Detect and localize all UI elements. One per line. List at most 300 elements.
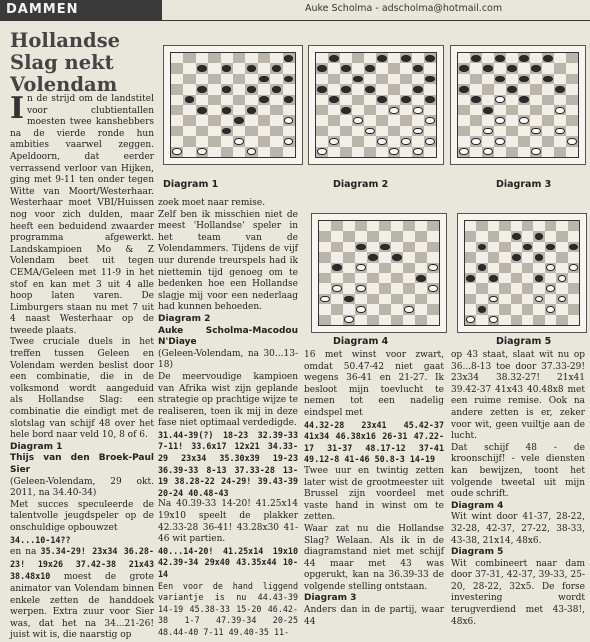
- dark-square: [511, 294, 522, 304]
- masthead: [0, 0, 590, 21]
- dark-square: [352, 95, 364, 105]
- dark-square: [388, 126, 400, 136]
- light-square: [283, 105, 295, 115]
- dark-square: [245, 84, 257, 94]
- board-grid: [464, 220, 580, 326]
- black-piece: [247, 86, 256, 93]
- light-square: [556, 283, 567, 293]
- light-square: [331, 273, 343, 283]
- dark-square: [542, 115, 554, 125]
- light-square: [566, 147, 578, 157]
- light-square: [352, 126, 364, 136]
- dark-square: [412, 147, 424, 157]
- white-piece: [569, 264, 578, 271]
- dark-square: [258, 136, 270, 146]
- dark-square: [458, 126, 470, 136]
- light-square: [511, 242, 522, 252]
- dark-square: [530, 126, 542, 136]
- dark-square: [568, 304, 579, 314]
- dark-square: [245, 147, 257, 157]
- dark-square: [522, 304, 533, 314]
- dark-square: [352, 74, 364, 84]
- white-piece: [546, 306, 555, 313]
- dark-square: [331, 304, 343, 314]
- dark-square: [511, 315, 522, 325]
- light-square: [208, 147, 220, 157]
- light-square: [352, 147, 364, 157]
- dark-square: [542, 136, 554, 146]
- dark-square: [379, 304, 391, 314]
- dark-square: [476, 283, 487, 293]
- black-piece: [569, 244, 578, 251]
- light-square: [412, 115, 424, 125]
- light-square: [379, 294, 391, 304]
- black-piece: [222, 128, 231, 135]
- light-square: [566, 84, 578, 94]
- dark-square: [391, 294, 403, 304]
- light-square: [458, 74, 470, 84]
- dark-square: [328, 115, 340, 125]
- dark-square: [499, 242, 510, 252]
- dark-square: [518, 74, 530, 84]
- light-square: [331, 231, 343, 241]
- light-square: [233, 147, 245, 157]
- dark-square: [376, 136, 388, 146]
- dark-square: [506, 126, 518, 136]
- dark-square: [364, 84, 376, 94]
- dark-square: [476, 221, 487, 231]
- game-2-meta: (Geleen-Volendam, na 30...13-18): [158, 348, 298, 371]
- light-square: [208, 105, 220, 115]
- black-piece: [222, 65, 231, 72]
- dark-square: [470, 53, 482, 63]
- dark-square: [245, 63, 257, 73]
- white-piece: [546, 285, 555, 292]
- light-square: [183, 147, 195, 157]
- light-square: [316, 136, 328, 146]
- light-square: [568, 315, 579, 325]
- black-piece: [317, 65, 326, 72]
- white-piece: [428, 285, 437, 292]
- dark-square: [379, 283, 391, 293]
- black-piece: [416, 275, 425, 282]
- white-piece: [558, 275, 567, 282]
- light-square: [533, 242, 544, 252]
- paragraph: De meervoudige kampioen van Afrika wist zijn geplande strategie op prachtige wijze te realiseren, toen ik mij in deze fase niet optimaal verdedigde.: [158, 371, 298, 429]
- white-piece: [459, 148, 468, 155]
- light-square: [283, 84, 295, 94]
- light-square: [171, 95, 183, 105]
- black-piece: [466, 275, 475, 282]
- dark-square: [400, 74, 412, 84]
- light-square: [511, 221, 522, 231]
- black-piece: [392, 254, 401, 261]
- light-square: [316, 53, 328, 63]
- light-square: [522, 252, 533, 262]
- light-square: [364, 136, 376, 146]
- diagram-caption: Diagram 3: [496, 179, 552, 190]
- black-piece: [284, 96, 293, 103]
- light-square: [554, 74, 566, 84]
- dark-square: [328, 136, 340, 146]
- light-square: [415, 304, 427, 314]
- light-square: [403, 294, 415, 304]
- light-square: [530, 74, 542, 84]
- dark-square: [196, 126, 208, 136]
- dark-square: [427, 283, 439, 293]
- light-square: [183, 63, 195, 73]
- light-square: [424, 63, 436, 73]
- white-piece: [404, 306, 413, 313]
- dark-square: [482, 126, 494, 136]
- light-square: [352, 84, 364, 94]
- light-square: [424, 84, 436, 94]
- light-square: [499, 273, 510, 283]
- light-square: [470, 105, 482, 115]
- dark-square: [364, 63, 376, 73]
- light-square: [367, 283, 379, 293]
- dark-square: [391, 315, 403, 325]
- dark-square: [319, 231, 331, 241]
- light-square: [494, 84, 506, 94]
- dark-square: [542, 95, 554, 105]
- light-square: [283, 126, 295, 136]
- dark-square: [283, 95, 295, 105]
- board-grid: [170, 52, 296, 158]
- dark-square: [221, 105, 233, 115]
- dark-square: [331, 221, 343, 231]
- dark-square: [499, 304, 510, 314]
- light-square: [533, 221, 544, 231]
- dark-square: [364, 126, 376, 136]
- dark-square: [319, 252, 331, 262]
- dark-square: [283, 115, 295, 125]
- white-piece: [567, 138, 576, 145]
- black-piece: [222, 107, 231, 114]
- black-piece: [531, 65, 540, 72]
- light-square: [331, 252, 343, 262]
- white-piece: [558, 296, 567, 303]
- dark-square: [403, 283, 415, 293]
- white-piece: [489, 296, 498, 303]
- dark-square: [233, 136, 245, 146]
- dark-square: [403, 304, 415, 314]
- light-square: [427, 231, 439, 241]
- dark-square: [533, 294, 544, 304]
- black-piece: [471, 55, 480, 62]
- dark-square: [554, 84, 566, 94]
- light-square: [506, 53, 518, 63]
- light-square: [388, 53, 400, 63]
- dark-square: [270, 84, 282, 94]
- diagram-4-heading: Diagram 4: [451, 500, 504, 511]
- dark-square: [545, 242, 556, 252]
- dark-square: [522, 242, 533, 252]
- paragraph: Na 40.39-33 14-20! 41.25x14 19x10 speelt de plakker 42.33-28 36-41! 43.28x30 41-46 wit partien.: [158, 499, 298, 545]
- light-square: [458, 115, 470, 125]
- light-square: [196, 74, 208, 84]
- light-square: [221, 115, 233, 125]
- column-1: [10, 91, 154, 642]
- dark-square: [376, 74, 388, 84]
- dark-square: [470, 115, 482, 125]
- black-piece: [523, 244, 532, 251]
- black-piece: [401, 55, 410, 62]
- black-piece: [329, 55, 338, 62]
- dark-square: [415, 273, 427, 283]
- light-square: [465, 242, 476, 252]
- white-piece: [425, 138, 434, 145]
- light-square: [568, 252, 579, 262]
- light-square: [566, 105, 578, 115]
- paragraph: Een voor de hand liggend variantje is nu 44.43-39 14-19 45.38-33 15-20 46.42-38 1-7 47.39-34 20-25 48.44-40 7-11 49.40-35 11-: [158, 580, 298, 637]
- dark-square: [518, 136, 530, 146]
- light-square: [355, 294, 367, 304]
- white-piece: [413, 148, 422, 155]
- white-piece: [495, 117, 504, 124]
- light-square: [319, 263, 331, 273]
- column-2: [158, 198, 298, 639]
- light-square: [379, 273, 391, 283]
- light-square: [506, 136, 518, 146]
- light-square: [352, 63, 364, 73]
- light-square: [566, 63, 578, 73]
- white-piece: [365, 128, 374, 135]
- light-square: [221, 53, 233, 63]
- light-square: [340, 53, 352, 63]
- dark-square: [506, 147, 518, 157]
- dark-square: [171, 126, 183, 136]
- dark-square: [379, 263, 391, 273]
- dark-square: [412, 63, 424, 73]
- dark-square: [183, 136, 195, 146]
- light-square: [458, 53, 470, 63]
- dark-square: [424, 95, 436, 105]
- moves: 44.32-28 23x41 45.42-37 41x34 46.38x16 26-31 47.22-17 31-37 48.17-12 37-41 49.12-8 41-46 50.8-3 14-19: [304, 419, 444, 465]
- dark-square: [465, 294, 476, 304]
- black-piece: [317, 86, 326, 93]
- dark-square: [403, 263, 415, 273]
- white-piece: [234, 138, 243, 145]
- light-square: [258, 84, 270, 94]
- light-square: [364, 115, 376, 125]
- light-square: [328, 105, 340, 115]
- dark-square: [545, 221, 556, 231]
- dark-square: [458, 63, 470, 73]
- light-square: [522, 315, 533, 325]
- dark-square: [522, 283, 533, 293]
- white-piece: [428, 264, 437, 271]
- light-square: [494, 126, 506, 136]
- dark-square: [424, 53, 436, 63]
- light-square: [221, 136, 233, 146]
- black-piece: [284, 76, 293, 83]
- black-piece: [247, 65, 256, 72]
- light-square: [221, 74, 233, 84]
- light-square: [545, 273, 556, 283]
- light-square: [391, 242, 403, 252]
- white-piece: [332, 285, 341, 292]
- light-square: [270, 115, 282, 125]
- black-piece: [425, 76, 434, 83]
- dark-square: [511, 273, 522, 283]
- dark-square: [352, 53, 364, 63]
- dark-square: [556, 252, 567, 262]
- dark-square: [400, 95, 412, 105]
- light-square: [403, 252, 415, 262]
- light-square: [518, 84, 530, 94]
- light-square: [568, 273, 579, 283]
- dark-square: [340, 63, 352, 73]
- dark-square: [566, 95, 578, 105]
- game-2-players: Auke Scholma-Macodou N'Diaye: [158, 325, 298, 348]
- light-square: [233, 84, 245, 94]
- black-piece: [495, 76, 504, 83]
- column-4: [451, 350, 585, 628]
- light-square: [388, 136, 400, 146]
- light-square: [568, 294, 579, 304]
- white-piece: [377, 138, 386, 145]
- white-piece: [483, 128, 492, 135]
- white-piece: [489, 316, 498, 323]
- white-piece: [471, 138, 480, 145]
- light-square: [331, 315, 343, 325]
- light-square: [328, 126, 340, 136]
- dark-square: [482, 147, 494, 157]
- light-square: [465, 263, 476, 273]
- dark-square: [518, 115, 530, 125]
- dark-square: [494, 53, 506, 63]
- light-square: [391, 263, 403, 273]
- dark-square: [476, 242, 487, 252]
- dark-square: [355, 304, 367, 314]
- dark-square: [340, 147, 352, 157]
- dark-square: [458, 84, 470, 94]
- dark-square: [566, 74, 578, 84]
- light-square: [458, 95, 470, 105]
- diagram-caption: Diagram 5: [496, 336, 552, 347]
- light-square: [465, 283, 476, 293]
- light-square: [554, 115, 566, 125]
- light-square: [465, 221, 476, 231]
- dark-square: [566, 115, 578, 125]
- black-piece: [483, 65, 492, 72]
- light-square: [391, 283, 403, 293]
- light-square: [556, 263, 567, 273]
- dark-square: [258, 74, 270, 84]
- dark-square: [511, 252, 522, 262]
- white-piece: [413, 107, 422, 114]
- light-square: [376, 63, 388, 73]
- dark-square: [530, 63, 542, 73]
- light-square: [367, 304, 379, 314]
- light-square: [379, 231, 391, 241]
- dark-square: [415, 252, 427, 262]
- black-piece: [341, 86, 350, 93]
- black-piece: [459, 65, 468, 72]
- white-piece: [425, 117, 434, 124]
- dark-square: [270, 147, 282, 157]
- white-piece: [483, 148, 492, 155]
- light-square: [476, 273, 487, 283]
- black-piece: [507, 65, 516, 72]
- dark-square: [183, 115, 195, 125]
- black-piece: [284, 55, 293, 62]
- white-piece: [531, 128, 540, 135]
- black-piece: [380, 244, 389, 251]
- light-square: [340, 74, 352, 84]
- dark-square: [376, 53, 388, 63]
- dark-square: [196, 63, 208, 73]
- dark-square: [427, 263, 439, 273]
- white-piece: [320, 296, 329, 303]
- light-square: [328, 84, 340, 94]
- light-square: [400, 84, 412, 94]
- light-square: [258, 126, 270, 136]
- white-piece: [531, 148, 540, 155]
- dark-square: [488, 294, 499, 304]
- light-square: [340, 115, 352, 125]
- paragraph: Dat schijf 48 - de kroonschijf! - vele diensten kan bewijzen, toont het volgende tweetal uit mijn oude schrift.: [451, 442, 585, 500]
- dark-square: [367, 315, 379, 325]
- light-square: [494, 63, 506, 73]
- white-piece: [495, 96, 504, 103]
- intro-paragraph: In de strijd om de landstitel voor clubtientallen moesten twee kanshebbers na de vierde ronde hun ambities vaarwel zeggen. Apeldoorn, dat eerder verrassend verloor van Hijken, ging met 9-11 ten onder tegen Witte van Moort/Westerhaar. Westerhaar moet VBI/Huissen nog voor zich dulden, maar heeft een beduidend zwaarder programma afgewerkt. Landskampioen Mo & Z Volendam beet uit tegen CEMA/Geleen met 11-9 in het stof en kan met 3 uit 4 alle hoop laten varen. De Limburgers staan nu met 7 uit 4 naast Westerhaar op de tweede plaats.: [10, 91, 154, 336]
- dark-square: [379, 221, 391, 231]
- dark-square: [458, 105, 470, 115]
- light-square: [427, 294, 439, 304]
- diagram-caption: Diagram 2: [333, 179, 389, 190]
- dark-square: [403, 221, 415, 231]
- dark-square: [522, 263, 533, 273]
- light-square: [364, 53, 376, 63]
- paragraph: en na 35.34-29! 23x34 36.28-23! 19x26 37.42-38 21x43 38.48x10 moest de grote animator van Volendam binnen enkele zetten de handdoek werpen. Extra zuur voor Sier was, dat het na 34...21-26! juist wit is, die naarstig op: [10, 546, 154, 641]
- light-square: [530, 115, 542, 125]
- board-grid: [457, 52, 579, 158]
- light-square: [258, 147, 270, 157]
- black-piece: [344, 296, 353, 303]
- white-piece: [401, 138, 410, 145]
- dark-square: [183, 95, 195, 105]
- light-square: [376, 126, 388, 136]
- black-piece: [185, 96, 194, 103]
- dark-square: [221, 84, 233, 94]
- light-square: [183, 105, 195, 115]
- diagram-caption: Diagram 4: [333, 336, 389, 347]
- light-square: [488, 263, 499, 273]
- light-square: [245, 136, 257, 146]
- light-square: [458, 136, 470, 146]
- black-piece: [272, 86, 281, 93]
- dark-square: [568, 263, 579, 273]
- dark-square: [171, 105, 183, 115]
- light-square: [319, 242, 331, 252]
- game-1-meta: (Geleen-Volendam, 29 okt. 2011, na 34.40-34): [10, 476, 154, 499]
- light-square: [388, 115, 400, 125]
- dark-square: [400, 53, 412, 63]
- light-square: [542, 147, 554, 157]
- black-piece: [222, 86, 231, 93]
- light-square: [233, 63, 245, 73]
- light-square: [415, 283, 427, 293]
- diagram-1-heading: Diagram 1: [10, 441, 63, 452]
- dark-square: [328, 95, 340, 105]
- dark-square: [568, 283, 579, 293]
- light-square: [258, 105, 270, 115]
- dark-square: [494, 95, 506, 105]
- light-square: [343, 221, 355, 231]
- black-piece: [341, 65, 350, 72]
